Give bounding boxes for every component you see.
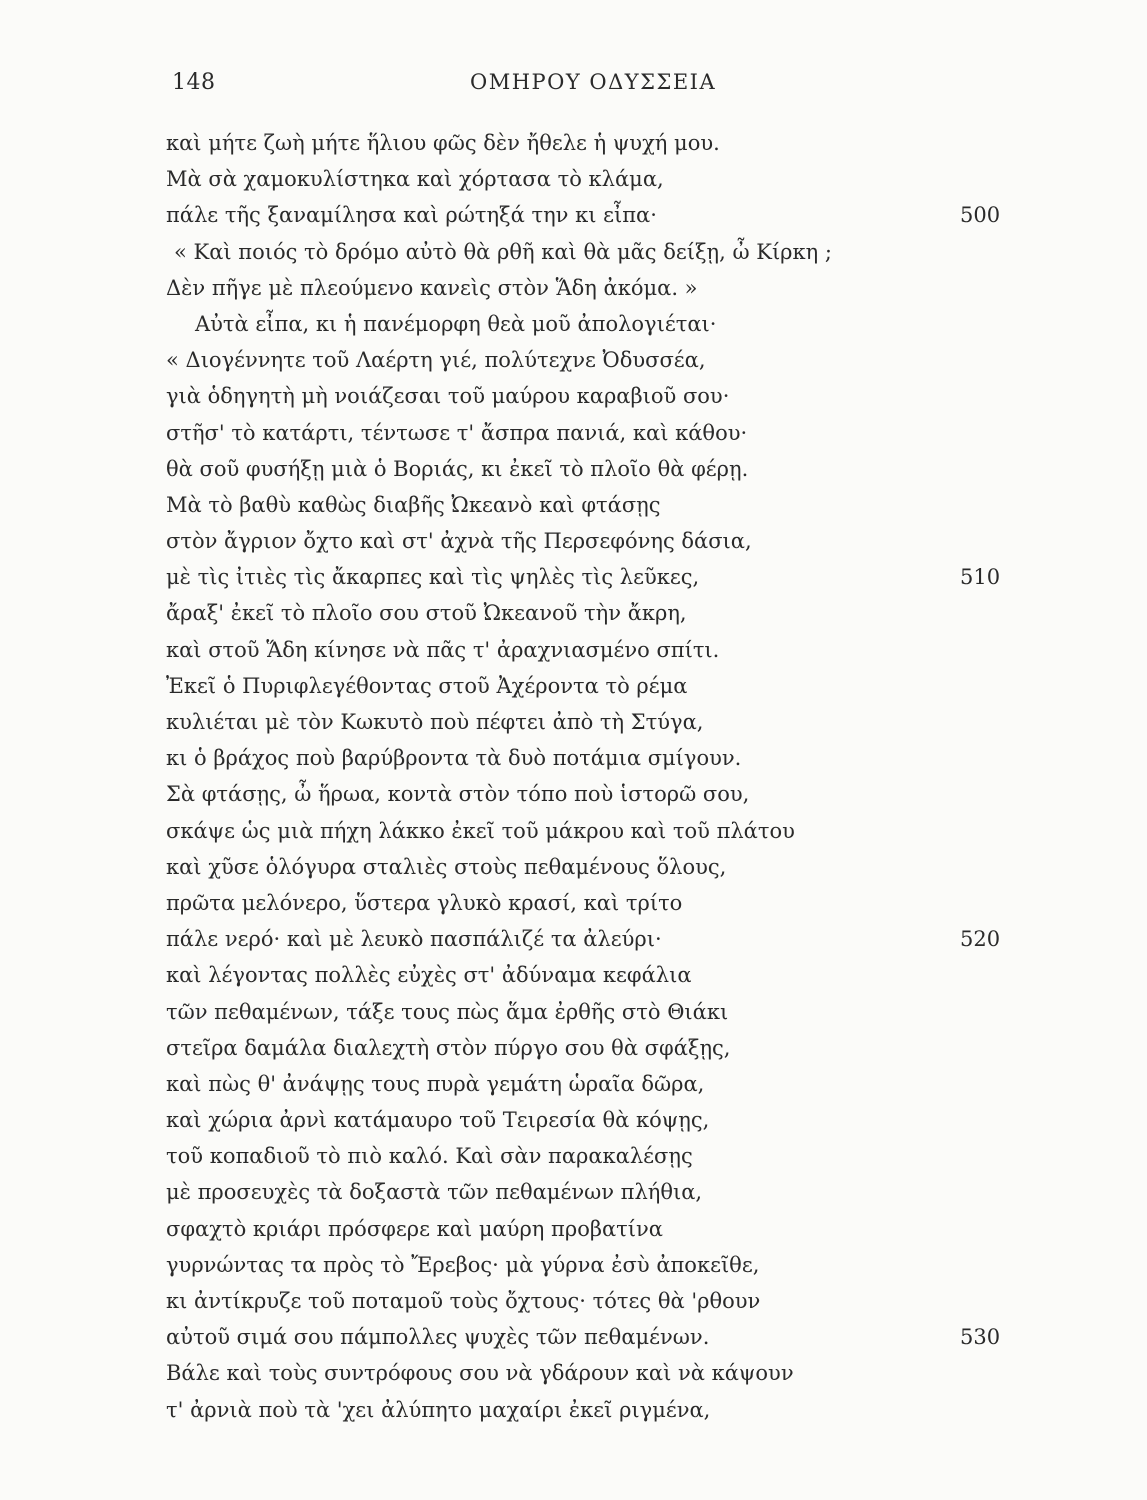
verse-text: γιὰ ὁδηγητὴ μὴ νοιάζεσαι τοῦ μαύρου καραβιοῦ σου·	[166, 384, 730, 409]
verse-text: στὸν ἄγριον ὄχτο καὶ στ' ἀχνὰ τῆς Περσεφόνης δάσια,	[166, 529, 752, 554]
verse-line	[150, 1392, 1030, 1428]
verse-text: Βάλε καὶ τοὺς συντρόφους σου νὰ γδάρουν καὶ νὰ κάψουν	[166, 1361, 794, 1386]
verse-text: σκάψε ὡς μιὰ πήχη λάκκο ἐκεῖ τοῦ μάκρου καὶ τοῦ πλάτου	[166, 818, 795, 843]
verse-line	[150, 1283, 1030, 1319]
verse-line	[150, 849, 1030, 885]
verse-text: πάλε τῆς ξαναμίλησα καὶ ρώτηξά την κι εἶπα·	[166, 203, 657, 228]
verse-text: πάλε νερό· καὶ μὲ λευκὸ πασπάλιζέ τα ἀλεύρι·	[166, 927, 662, 952]
verse-block	[150, 125, 1030, 1428]
verse-text: μὲ τὶς ἰτιὲς τὶς ἄκαρπες καὶ τὶς ψηλὲς τὶς λεῦκες,	[166, 565, 700, 590]
verse-text: Ἐκεῖ ὁ Πυριφλεγέθοντας στοῦ Ἀχέροντα τὸ ρέμα	[166, 673, 688, 698]
verse-line	[150, 668, 1030, 704]
verse-line	[150, 885, 1030, 921]
verse-text: τῶν πεθαμένων, τάξε τους πὼς ἅμα ἐρθῆς στὸ Θιάκι	[166, 999, 729, 1024]
verse-text: πρῶτα μελόνερο, ὕστερα γλυκὸ κρασί, καὶ τρίτο	[166, 890, 683, 915]
verse-text: Μὰ σὰ χαμοκυλίστηκα καὶ χόρτασα τὸ κλάμα,	[166, 167, 664, 192]
verse-line	[150, 125, 1030, 161]
verse-line	[150, 921, 1030, 957]
verse-text: καὶ πὼς θ' ἀνάψῃς τους πυρὰ γεμάτη ὡραῖα δῶρα,	[166, 1071, 705, 1096]
verse-line	[150, 306, 1030, 342]
line-number: 530	[960, 1325, 1001, 1350]
verse-line	[150, 487, 1030, 523]
verse-line	[150, 957, 1030, 993]
verse-line	[150, 451, 1030, 487]
verse-text: Αὐτὰ εἶπα, κι ἡ πανέμορφη θεὰ μοῦ ἀπολογιέται·	[195, 311, 717, 336]
verse-text: « Διογέννητε τοῦ Λαέρτη γιέ, πολύτεχνε Ὀδυσσέα,	[166, 348, 706, 373]
verse-line	[150, 234, 1030, 270]
verse-text: θὰ σοῦ φυσήξῃ μιὰ ὁ Βοριάς, κι ἐκεῖ τὸ πλοῖο θὰ φέρῃ.	[166, 456, 749, 481]
verse-text: τ' ἀρνιὰ ποὺ τὰ 'χει ἀλύπητο μαχαίρι ἐκεῖ ριγμένα,	[166, 1397, 711, 1422]
line-number: 500	[960, 203, 1001, 228]
verse-text: γυρνώντας τα πρὸς τὸ Ἔρεβος· μὰ γύρνα ἐσὺ ἀποκεῖθε,	[166, 1252, 760, 1277]
verse-line	[150, 1102, 1030, 1138]
verse-text: καὶ χώρια ἀρνὶ κατάμαυρο τοῦ Τειρεσία θὰ κόψῃς,	[166, 1108, 710, 1133]
verse-line	[150, 1174, 1030, 1210]
verse-text: καὶ χῦσε ὁλόγυρα σταλιὲς στοὺς πεθαμένους ὅλους,	[166, 854, 727, 879]
verse-line	[150, 813, 1030, 849]
verse-text: « Καὶ ποιός τὸ δρόμο αὐτὸ θὰ ρθῆ καὶ θὰ μᾶς δείξῃ, ὦ Κίρκη ;	[174, 239, 832, 264]
verse-text: στῆσ' τὸ κατάρτι, τέντωσε τ' ἄσπρα πανιά, καὶ κάθου·	[166, 420, 748, 445]
verse-text: Μὰ τὸ βαθὺ καθὼς διαβῆς Ὠκεανὸ καὶ φτάσῃς	[166, 492, 661, 517]
verse-line	[150, 1138, 1030, 1174]
verse-line	[150, 1211, 1030, 1247]
verse-line	[150, 197, 1030, 233]
running-head	[0, 70, 1147, 100]
page-number: 148	[172, 70, 216, 95]
verse-line	[150, 559, 1030, 595]
verse-line	[150, 270, 1030, 306]
verse-text: αὐτοῦ σιμά σου πάμπολλες ψυχὲς τῶν πεθαμένων.	[166, 1325, 710, 1350]
verse-line	[150, 378, 1030, 414]
verse-line	[150, 523, 1030, 559]
verse-line	[150, 1066, 1030, 1102]
verse-line	[150, 342, 1030, 378]
verse-line	[150, 994, 1030, 1030]
verse-text: Σὰ φτάσῃς, ὦ ἥρωα, κοντὰ στὸν τόπο ποὺ ἱστορῶ σου,	[166, 782, 750, 807]
verse-line	[150, 704, 1030, 740]
verse-text: καὶ λέγοντας πολλὲς εὐχὲς στ' ἀδύναμα κεφάλια	[166, 963, 692, 988]
verse-text: στεῖρα δαμάλα διαλεχτὴ στὸν πύργο σου θὰ σφάξῃς,	[166, 1035, 731, 1060]
verse-line	[150, 415, 1030, 451]
verse-line	[150, 740, 1030, 776]
verse-text: ἄραξ' ἐκεῖ τὸ πλοῖο σου στοῦ Ὠκεανοῦ τὴν ἄκρη,	[166, 601, 687, 626]
verse-line	[150, 1030, 1030, 1066]
line-number: 520	[960, 927, 1001, 952]
verse-text: καὶ μήτε ζωὴ μήτε ἥλιου φῶς δὲν ἤθελε ἡ ψυχή μου.	[166, 131, 720, 155]
line-number: 510	[960, 565, 1001, 590]
verse-line	[150, 776, 1030, 812]
verse-text: κι ὁ βράχος ποὺ βαρύβροντα τὰ δυὸ ποτάμια σμίγουν.	[166, 746, 742, 771]
verse-line	[150, 161, 1030, 197]
verse-text: Δὲν πῆγε μὲ πλεούμενο κανεὶς στὸν Ἅδη ἀκόμα. »	[166, 275, 698, 300]
verse-text: μὲ προσευχὲς τὰ δοξαστὰ τῶν πεθαμένων πλήθια,	[166, 1180, 703, 1205]
verse-line	[150, 1355, 1030, 1391]
verse-text: κι ἀντίκρυζε τοῦ ποταμοῦ τοὺς ὄχτους· τότες θὰ 'ρθουν	[166, 1289, 761, 1313]
book-title: ΟΜΗΡΟΥ ΟΔΥΣΣΕΙΑ	[470, 70, 717, 94]
verse-text: καὶ στοῦ Ἅδη κίνησε νὰ πᾶς τ' ἀραχνιασμένο σπίτι.	[166, 637, 720, 662]
verse-line	[150, 1247, 1030, 1283]
verse-text: σφαχτὸ κριάρι πρόσφερε καὶ μαύρη προβατίνα	[166, 1216, 663, 1241]
verse-text: κυλιέται μὲ τὸν Κωκυτὸ ποὺ πέφτει ἀπὸ τὴ Στύγα,	[166, 710, 704, 734]
verse-text: τοῦ κοπαδιοῦ τὸ πιὸ καλό. Καὶ σὰν παρακαλέσῃς	[166, 1144, 693, 1169]
verse-line	[150, 595, 1030, 631]
verse-line	[150, 632, 1030, 668]
verse-line	[150, 1319, 1030, 1355]
